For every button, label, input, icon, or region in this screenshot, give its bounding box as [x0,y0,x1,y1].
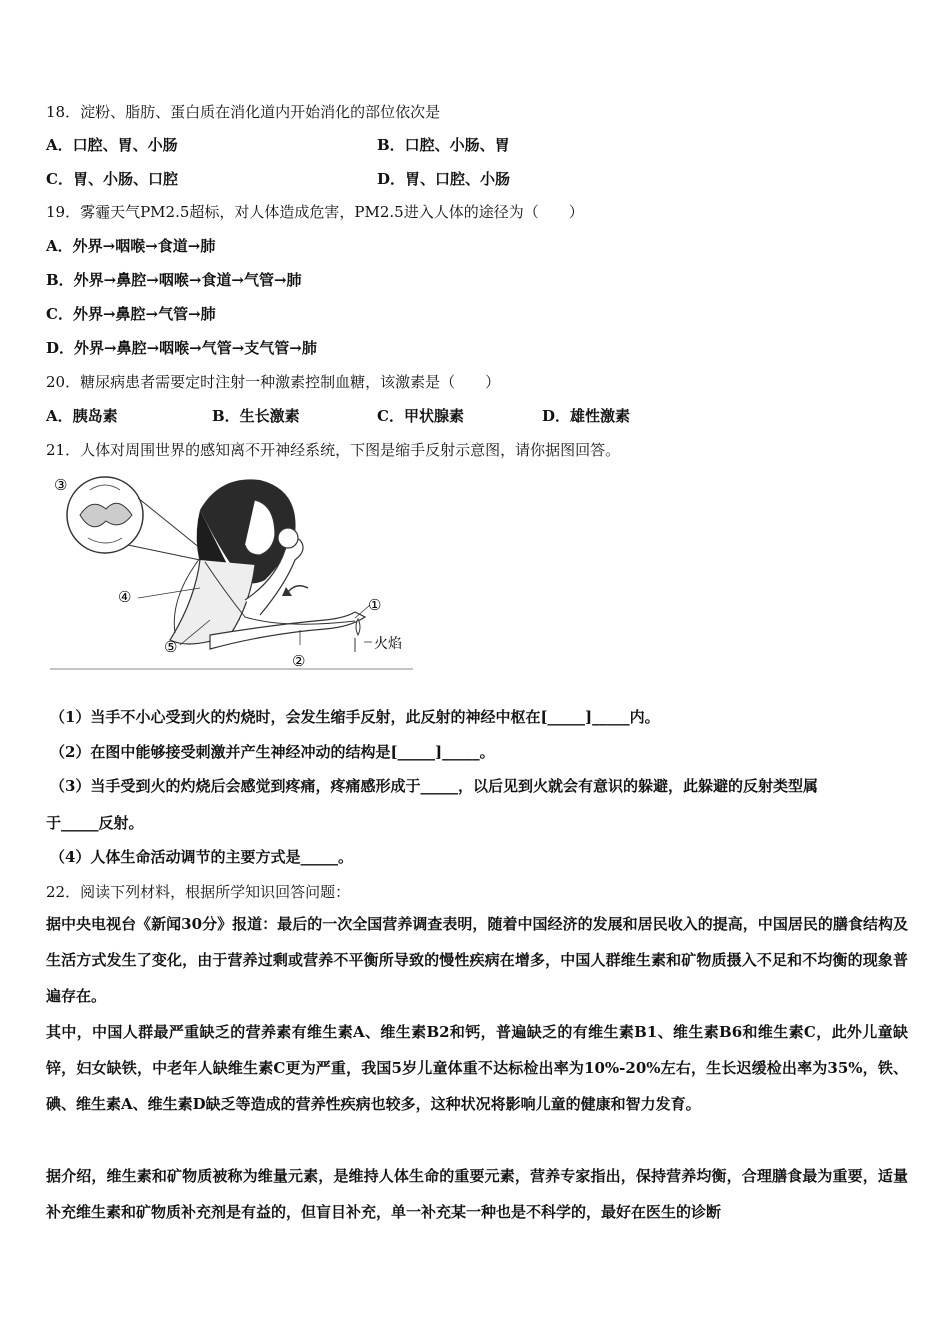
q18-option-a: A．口腔、胃、小肠 [46,136,178,154]
label-1: ① [368,596,382,614]
q22-stem: 22．阅读下列材料，根据所学知识回答问题： [46,883,351,901]
q21-stem: 21．人体对周围世界的感知离不开神经系统，下图是缩手反射示意图，请你据图回答。 [46,441,621,459]
q19-option-c: C．外界→鼻腔→气管→肺 [46,305,216,323]
q22-paragraph-3: 据介绍，维生素和矿物质被称为维量元素，是维持人体生命的重要元素，营养专家指出，保持营养均衡，合理膳食最为重要，适量补充维生素和矿物质补充剂是有益的，但盲目补充，单一补充某一种也是不科学的，最好在医生的诊断 [46,1167,908,1221]
reflex-arc-illustration [50,470,420,680]
gray-matter-shape [80,503,132,527]
q20-option-c: C．甲状腺素 [377,407,464,425]
q19-option-a: A．外界→咽喉→食道→肺 [46,237,216,255]
q21-sub1: （1）当手不小心受到火的灼烧时，会发生缩手反射，此反射的神经中枢在[_____]_____内。 [50,708,660,726]
q22-paragraph-2: 其中，中国人群最严重缺乏的营养素有维生素A、维生素B2和钙，普遍缺乏的有维生素B1、维生素B6和维生素C，此外儿童缺锌，妇女缺铁，中老年人缺维生素C更为严重，我国5岁儿童体重不达标检出率为10%-20%左右，生长迟缓检出率为35%，铁、碘、维生素A、维生素D缺乏等造成的营养性疾病也较多，这种状况将影响儿童的健康和智力发育。 [46,1023,908,1113]
label-3: ③ [54,476,68,494]
q18-stem: 18．淀粉、脂肪、蛋白质在消化道内开始消化的部位依次是 [46,103,441,121]
q20-stem: 20．糖尿病患者需要定时注射一种激素控制血糖，该激素是（ ） [46,373,501,391]
q19-stem: 19．雾霾天气PM2.5超标，对人体造成危害，PM2.5进入人体的途径为（ ） [46,203,584,221]
q21-sub3a: （3）当手受到火的灼烧后会感觉到疼痛，疼痛感形成于_____，以后见到火就会有意识的躲避，此躲避的反射类型属 [50,777,818,795]
label-5: ⑤ [164,638,178,656]
fist [278,528,298,548]
q21-sub4: （4）人体生命活动调节的主要方式是_____。 [50,848,353,866]
q19-option-d: D．外界→鼻腔→咽喉→气管→支气管→肺 [46,339,317,357]
q18-option-c: C．胃、小肠、口腔 [46,170,178,188]
q18-option-d: D．胃、口腔、小肠 [377,170,511,188]
q20-option-a: A．胰岛素 [46,407,118,425]
q20-option-b: B．生长激素 [212,407,300,425]
q21-sub3b: 于_____反射。 [46,814,144,832]
q19-option-b: B．外界→鼻腔→咽喉→食道→气管→肺 [46,271,302,289]
label-4: ④ [118,588,132,606]
flame-label: 火焰 [374,636,402,652]
reflex-arc-figure [50,470,420,680]
q20-option-d: D．雄性激素 [542,407,631,425]
q22-paragraph-1: 据中央电视台《新闻30分》报道：最后的一次全国营养调查表明，随着中国经济的发展和居民收入的提高，中国居民的膳食结构及生活方式发生了变化，由于营养过剩或营养不平衡所导致的慢性疾病在增多，中国人群维生素和矿物质摄入不足和不均衡的现象普遍存在。 [46,915,908,1005]
withdrawal-arrow [288,586,308,592]
flame-shape [356,619,360,635]
q18-option-b: B．口腔、小肠、胃 [377,136,510,154]
label-2: ② [292,652,306,670]
q21-sub2: （2）在图中能够接受刺激并产生神经冲动的结构是[_____]_____。 [50,743,495,761]
